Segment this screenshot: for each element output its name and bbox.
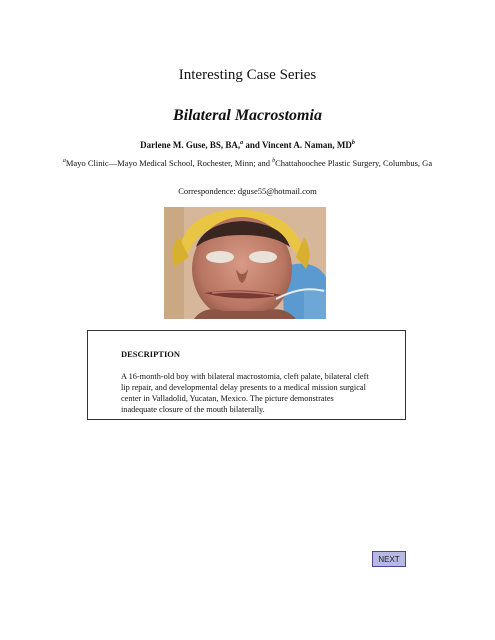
- author-connector: and: [243, 140, 262, 150]
- patient-photo-icon: [164, 207, 326, 319]
- next-button[interactable]: NEXT: [372, 551, 406, 567]
- description-heading: DESCRIPTION: [121, 349, 181, 359]
- author-name: Darlene M. Guse, BS, BA,: [140, 140, 241, 150]
- patient-photo: [164, 207, 326, 319]
- correspondence: Correspondence: dguse55@hotmail.com: [178, 186, 317, 196]
- series-heading: Interesting Case Series: [178, 67, 317, 83]
- affiliation-text: Chattahoochee Plastic Surgery, Columbus, Ga: [275, 158, 433, 168]
- affiliations: [60, 155, 435, 169]
- author-superscript: a: [240, 140, 244, 146]
- description-text: A 16-month-old boy with bilateral macrostomia, cleft palate, bilateral cleft lip repair, and developmental delay presents to a medical mission surgical center in Valladolid, Yucatan, Mexico. The picture demonstrates inadequate closure of the mouth bilaterally.: [121, 372, 369, 414]
- author-name: Vincent A. Naman, MD: [261, 140, 352, 150]
- author-line: [0, 140, 495, 150]
- author-superscript: b: [351, 140, 355, 146]
- affiliation-superscript: a: [62, 158, 66, 164]
- article-title: Bilateral Macrostomia: [173, 107, 322, 124]
- description-box: [87, 330, 406, 420]
- affiliation-text: Mayo Clinic—Mayo Medical School, Rochester, Minn; and: [65, 158, 273, 168]
- affiliation-superscript: b: [272, 158, 276, 164]
